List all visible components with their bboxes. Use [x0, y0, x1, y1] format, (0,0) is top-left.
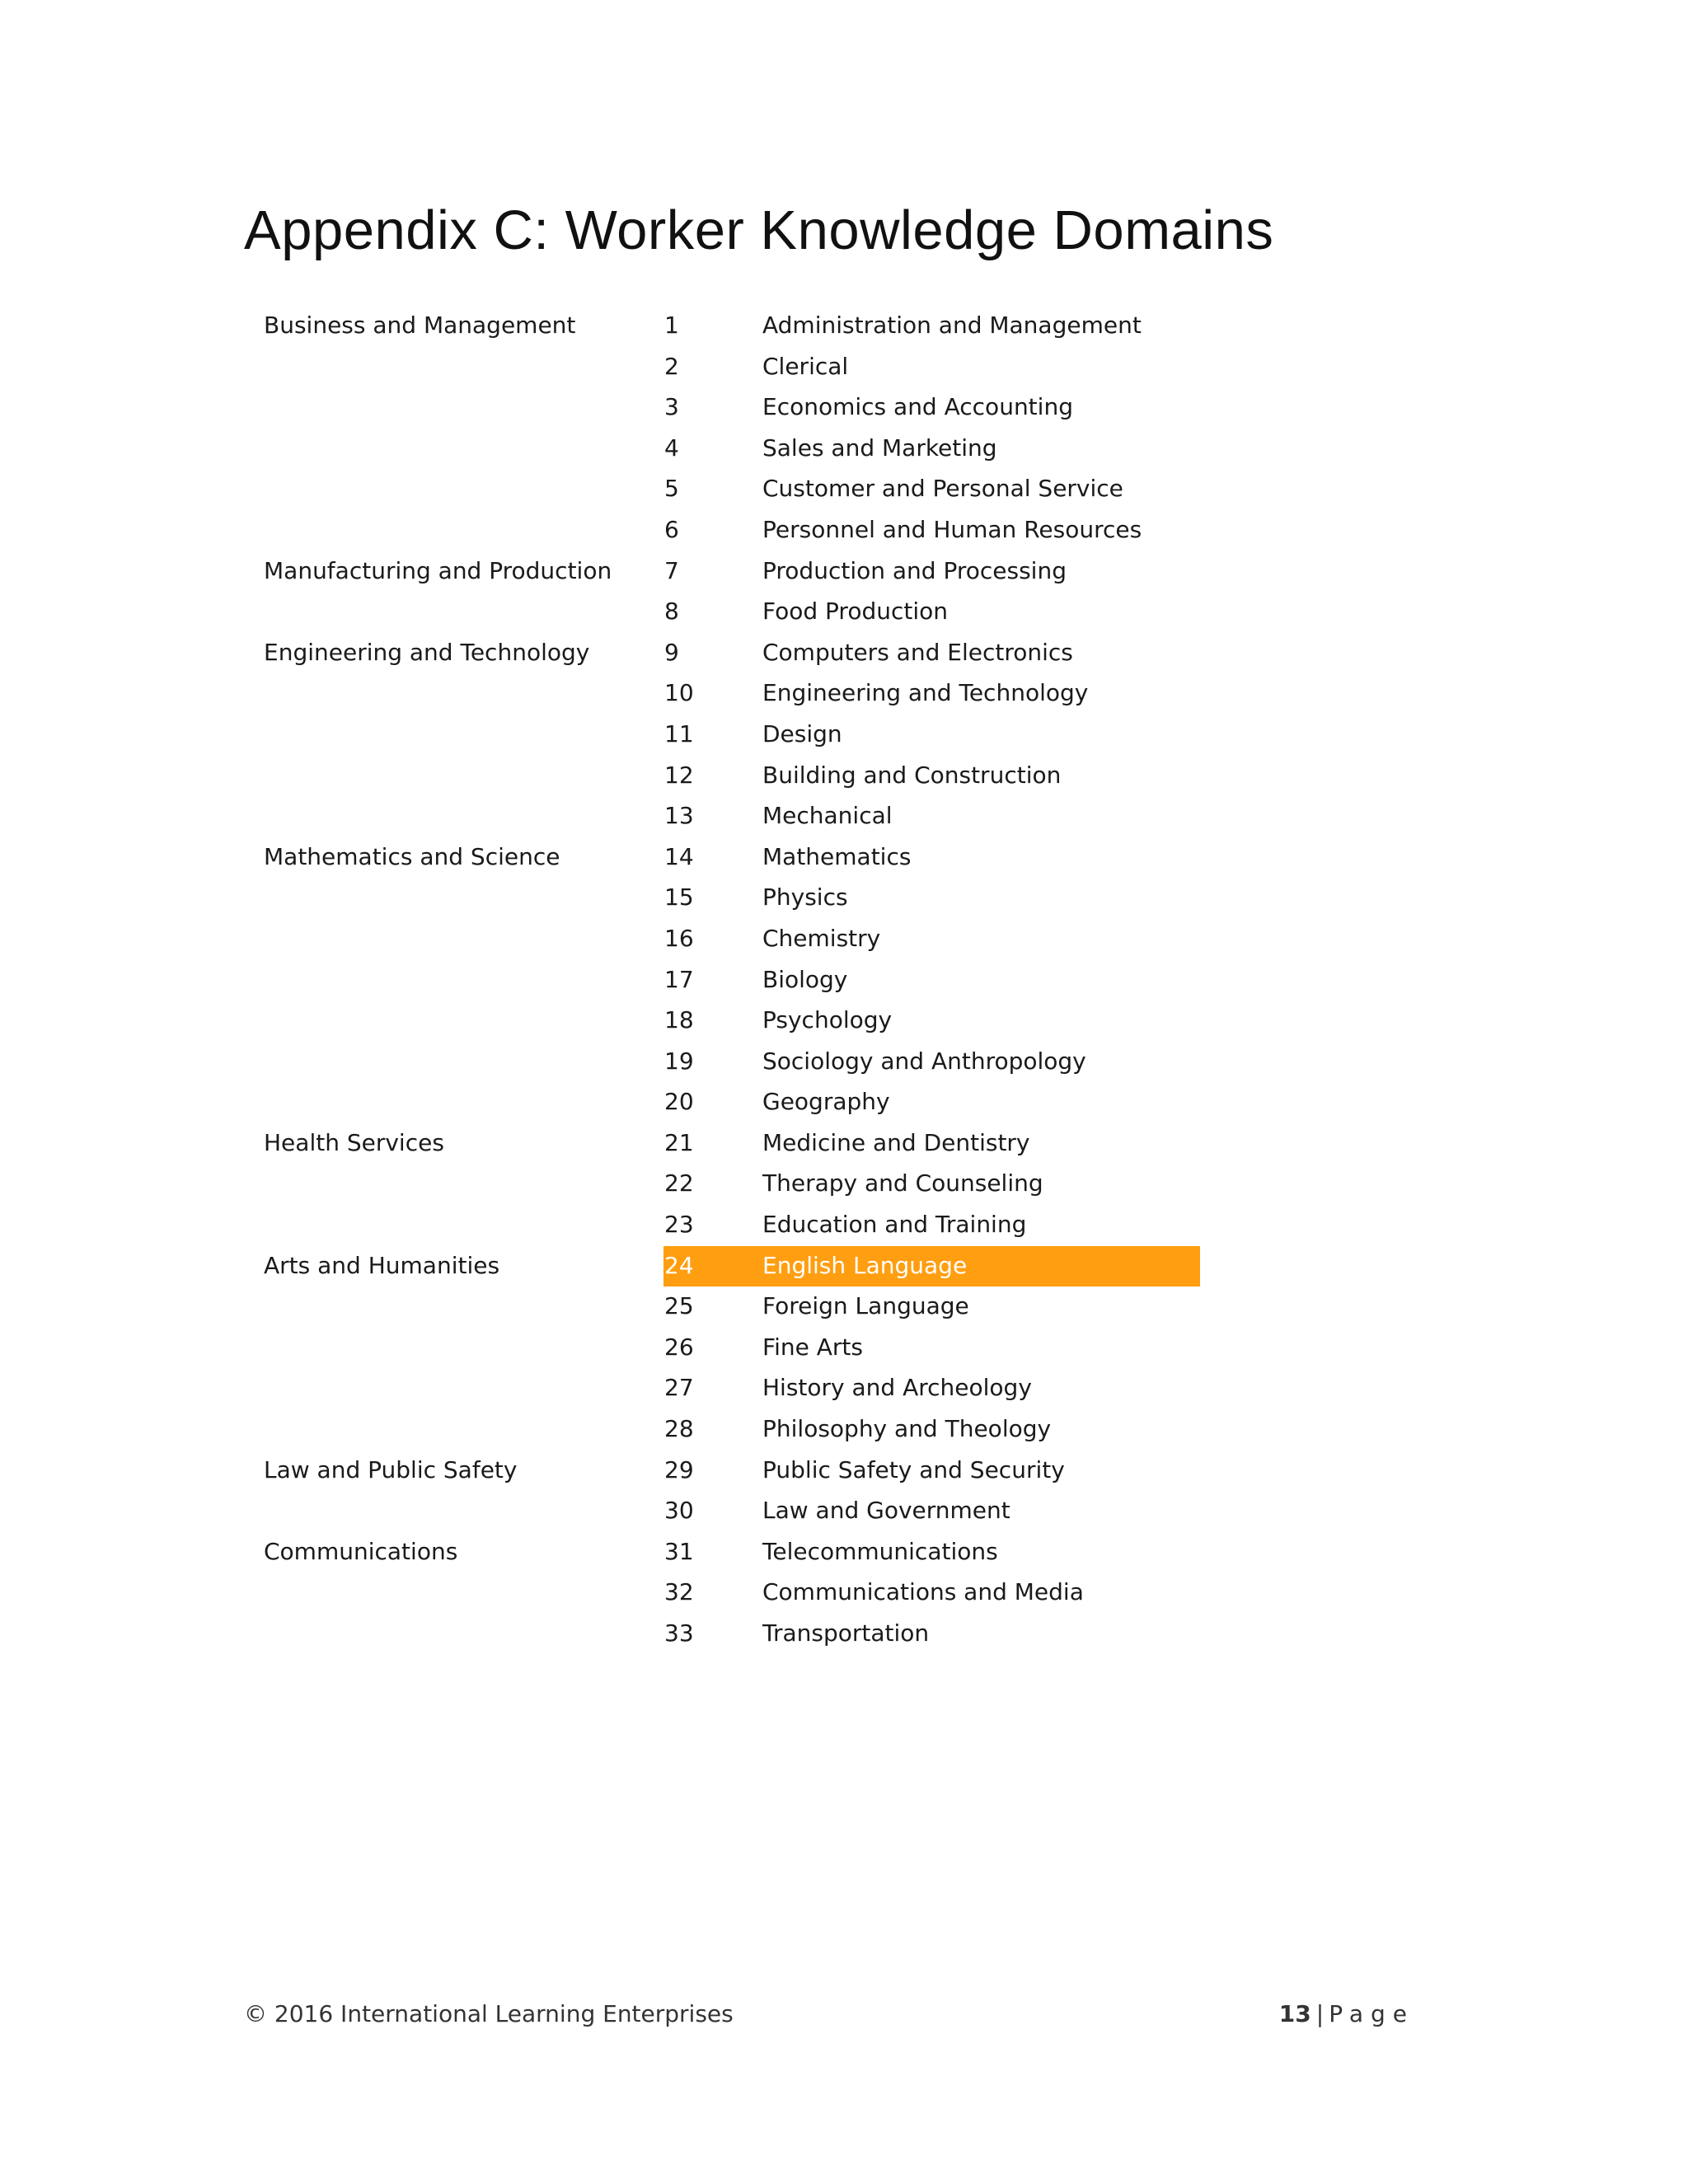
- domain-name: Medicine and Dentistry: [762, 1128, 1030, 1156]
- domain-name: Engineering and Technology: [762, 679, 1089, 707]
- knowledge-domains-table: [0, 305, 1688, 1654]
- footer-copyright: © 2016 International Learning Enterprises: [244, 2000, 734, 2027]
- domain-row: [0, 1163, 1688, 1204]
- domain-row: [0, 1450, 1688, 1491]
- domain-name: Communications and Media: [762, 1578, 1084, 1606]
- domain-category: Communications: [264, 1537, 458, 1565]
- domain-number: 18: [664, 1006, 694, 1034]
- domain-row: [0, 1613, 1688, 1654]
- page-label: Page: [1329, 2000, 1414, 2027]
- domain-number: 19: [664, 1047, 694, 1075]
- domain-name: Education and Training: [762, 1211, 1027, 1239]
- domain-number: 12: [664, 761, 694, 789]
- domain-name: Food Production: [762, 598, 949, 626]
- domain-number: 16: [664, 924, 694, 952]
- domain-name: Psychology: [762, 1006, 893, 1034]
- domain-row: [0, 837, 1688, 878]
- domain-name: Personnel and Human Resources: [762, 515, 1142, 543]
- domain-name: Administration and Management: [762, 312, 1142, 339]
- domain-number: 10: [664, 679, 694, 707]
- domain-row: [0, 1367, 1688, 1408]
- domain-row: [0, 755, 1688, 796]
- domain-number: 24: [664, 1251, 694, 1279]
- domain-row: [0, 1245, 1688, 1286]
- domain-row: [0, 591, 1688, 632]
- page-title: Appendix C: Worker Knowledge Domains: [244, 199, 1274, 261]
- domain-name: Geography: [762, 1088, 890, 1116]
- domain-category: Arts and Humanities: [264, 1251, 500, 1279]
- domain-row: [0, 1531, 1688, 1572]
- domain-name: Therapy and Counseling: [762, 1169, 1043, 1197]
- domain-name: Sociology and Anthropology: [762, 1047, 1086, 1075]
- domain-category: Engineering and Technology: [264, 638, 590, 666]
- page-number: 13: [1278, 2000, 1311, 2027]
- domain-number: 9: [664, 638, 679, 666]
- domain-row: [0, 1408, 1688, 1450]
- domain-row: [0, 714, 1688, 755]
- domain-name: Sales and Marketing: [762, 434, 997, 462]
- domain-row: [0, 918, 1688, 959]
- domain-name: Biology: [762, 965, 848, 993]
- domain-category: Business and Management: [264, 312, 576, 339]
- domain-row: [0, 795, 1688, 837]
- domain-row: [0, 387, 1688, 428]
- domain-number: 29: [664, 1455, 694, 1483]
- domain-category: Mathematics and Science: [264, 842, 560, 870]
- domain-number: 11: [664, 719, 694, 748]
- domain-category: Law and Public Safety: [264, 1455, 518, 1483]
- domain-category: Manufacturing and Production: [264, 556, 612, 584]
- domain-number: 13: [664, 802, 694, 830]
- domain-row: [0, 1000, 1688, 1041]
- domain-row: [0, 1122, 1688, 1164]
- domain-row: [0, 346, 1688, 387]
- domain-row: [0, 673, 1688, 714]
- domain-number: 28: [664, 1415, 694, 1443]
- domain-name: Foreign Language: [762, 1292, 969, 1320]
- domain-row: [0, 428, 1688, 469]
- domain-name: Customer and Personal Service: [762, 475, 1123, 503]
- domain-name: Public Safety and Security: [762, 1455, 1065, 1483]
- domain-number: 20: [664, 1088, 694, 1116]
- footer-page-indicator: [1279, 1998, 1414, 2031]
- domain-row: [0, 1204, 1688, 1245]
- domain-number: 33: [664, 1619, 694, 1647]
- domain-name: History and Archeology: [762, 1374, 1032, 1402]
- domain-number: 7: [664, 556, 679, 584]
- domain-number: 25: [664, 1292, 694, 1320]
- domain-name: Design: [762, 719, 842, 748]
- domain-number: 6: [664, 515, 679, 543]
- page-separator: |: [1315, 2000, 1325, 2027]
- domain-name: Building and Construction: [762, 761, 1062, 789]
- domain-name: Mechanical: [762, 802, 893, 830]
- domain-name: Production and Processing: [762, 556, 1067, 584]
- domain-number: 30: [664, 1497, 694, 1525]
- domain-number: 4: [664, 434, 679, 462]
- domain-number: 32: [664, 1578, 694, 1606]
- domain-number: 15: [664, 883, 694, 912]
- domain-name: Physics: [762, 883, 848, 912]
- domain-number: 27: [664, 1374, 694, 1402]
- domain-row: [0, 959, 1688, 1001]
- domain-name: Economics and Accounting: [762, 393, 1073, 421]
- domain-number: 14: [664, 842, 694, 870]
- domain-row: [0, 1081, 1688, 1122]
- domain-name: Chemistry: [762, 924, 881, 952]
- domain-row: [0, 509, 1688, 551]
- domain-number: 2: [664, 352, 679, 380]
- domain-row: [0, 1286, 1688, 1327]
- domain-name: Mathematics: [762, 842, 912, 870]
- domain-number: 23: [664, 1211, 694, 1239]
- domain-row: [0, 1490, 1688, 1531]
- domain-name: Clerical: [762, 352, 849, 380]
- page-footer: [244, 1998, 1414, 2031]
- domain-name: Law and Government: [762, 1497, 1010, 1525]
- domain-name: English Language: [762, 1251, 968, 1279]
- domain-row: [0, 551, 1688, 592]
- domain-category: Health Services: [264, 1128, 444, 1156]
- domain-number: 8: [664, 598, 679, 626]
- domain-row: [0, 305, 1688, 346]
- domain-row: [0, 1327, 1688, 1368]
- domain-number: 1: [664, 312, 679, 339]
- domain-number: 26: [664, 1333, 694, 1361]
- domain-number: 21: [664, 1128, 694, 1156]
- domain-row: [0, 632, 1688, 673]
- domain-name: Telecommunications: [762, 1537, 998, 1565]
- domain-number: 17: [664, 965, 694, 993]
- domain-row: [0, 1572, 1688, 1613]
- domain-row: [0, 877, 1688, 918]
- domain-number: 5: [664, 475, 679, 503]
- domain-number: 31: [664, 1537, 694, 1565]
- domain-name: Philosophy and Theology: [762, 1415, 1052, 1443]
- domain-name: Computers and Electronics: [762, 638, 1073, 666]
- domain-number: 22: [664, 1169, 694, 1197]
- domain-number: 3: [664, 393, 679, 421]
- domain-name: Transportation: [762, 1619, 930, 1647]
- domain-row: [0, 1041, 1688, 1082]
- domain-name: Fine Arts: [762, 1333, 863, 1361]
- domain-row: [0, 468, 1688, 509]
